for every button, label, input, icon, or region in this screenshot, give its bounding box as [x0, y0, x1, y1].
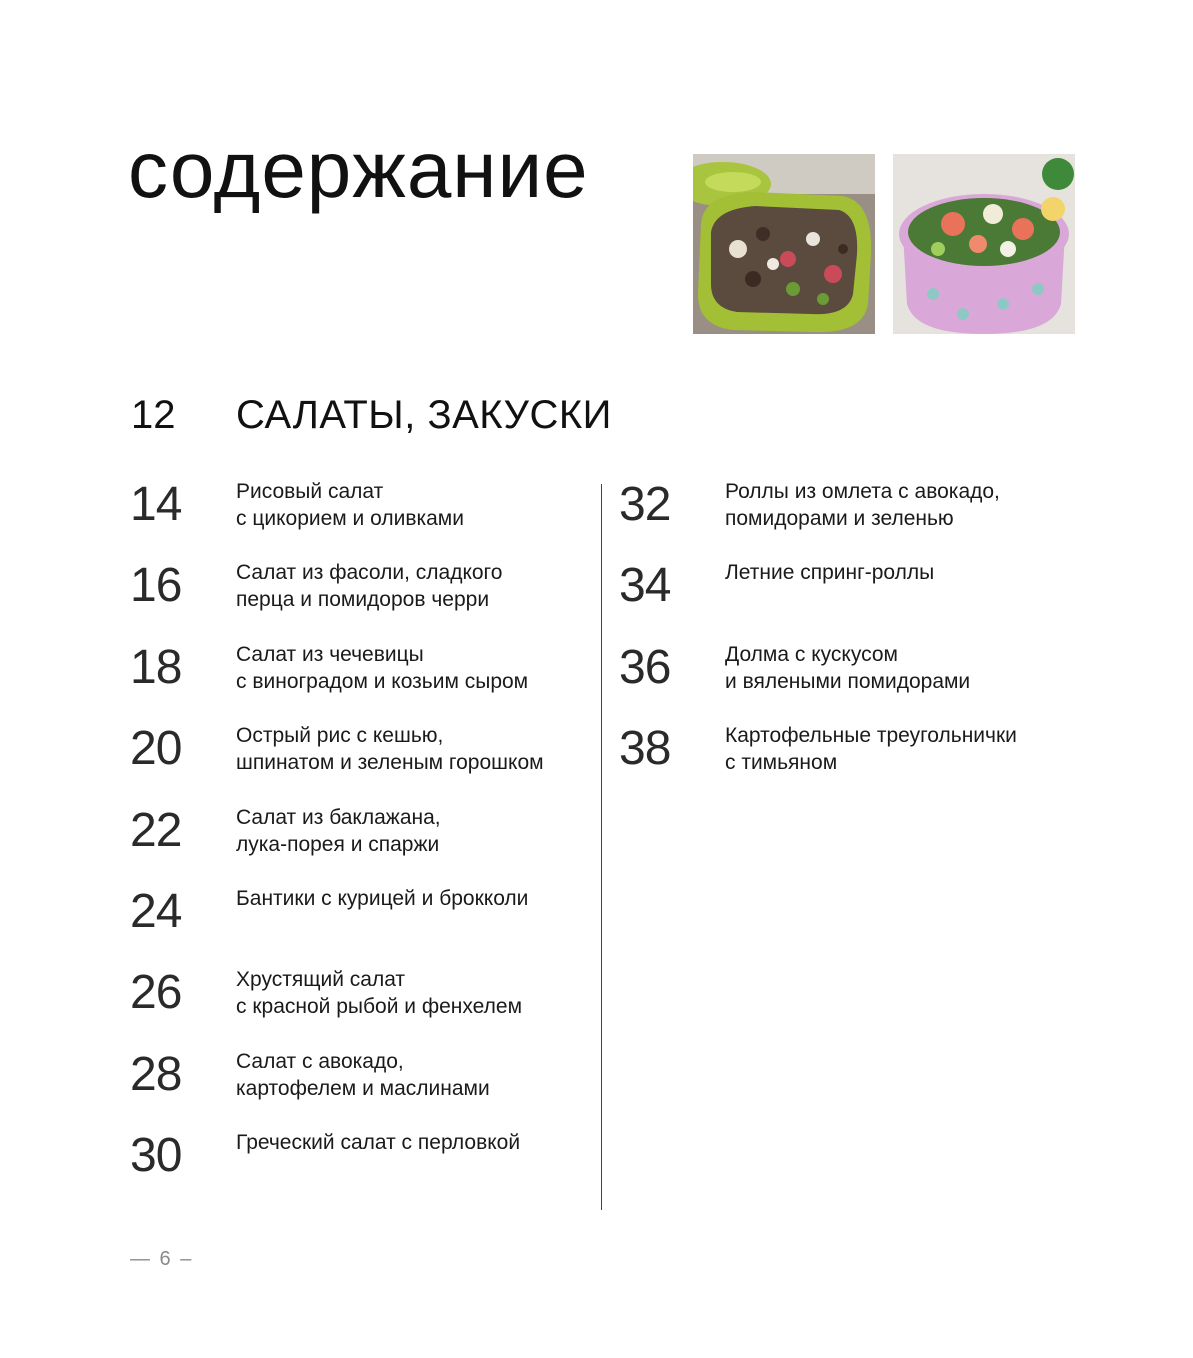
toc-page-number: 18 — [130, 640, 182, 694]
toc-entry — [130, 1048, 590, 1129]
toc-entry — [619, 478, 1079, 559]
toc-entry-title: Летние спринг-роллы — [725, 561, 935, 585]
salad-bowl-photo — [893, 154, 1075, 334]
toc-entry — [619, 722, 1079, 803]
toc-entry-title: Салат из баклажана, лука-порея и спаржи — [236, 805, 441, 856]
toc-page-number: 20 — [130, 722, 182, 776]
footer-page-number: — 6 – — [130, 1248, 194, 1270]
toc-entry-title: Салат из фасоли, сладкого перца и помидоров черри — [236, 561, 503, 612]
toc-entry — [130, 722, 590, 803]
toc-entry-title: Салат из чечевицы с виноградом и козьим сыром — [236, 642, 529, 693]
toc-page-number: 24 — [130, 884, 182, 938]
toc-entry-title: Хрустящий салат с красной рыбой и фенхелем — [236, 968, 523, 1019]
toc-entry — [619, 641, 1079, 722]
toc-page-number: 36 — [619, 640, 671, 694]
toc-page-number: 34 — [619, 559, 671, 613]
toc-entry — [130, 885, 590, 966]
toc-entry-title: Острый рис с кешью, шпинатом и зеленым горошком — [236, 724, 544, 775]
toc-entry — [130, 478, 590, 559]
toc-entry-title: Роллы из омлета с авокадо, помидорами и зеленью — [725, 480, 1000, 530]
toc-page-number: 30 — [130, 1129, 182, 1183]
section-title: САЛАТЫ, ЗАКУСКИ — [236, 393, 612, 437]
toc-entry-title: Долма с кускусом и вялеными помидорами — [725, 642, 971, 693]
page-title: содержание — [128, 125, 589, 214]
toc-right-column — [619, 478, 1079, 804]
toc-page-number: 26 — [130, 966, 182, 1020]
toc-entry-title: Картофельные треугольнички с тимьяном — [725, 724, 1017, 775]
toc-page-number: 14 — [130, 478, 182, 531]
toc-entry-title: Рисовый салат с цикорием и оливками — [236, 480, 464, 530]
column-divider — [601, 484, 602, 1210]
toc-entry-title: Бантики с курицей и брокколи — [236, 886, 529, 910]
toc-page-number: 16 — [130, 559, 182, 613]
toc-entry — [130, 1129, 590, 1210]
toc-entry — [130, 641, 590, 722]
toc-page-number: 38 — [619, 722, 671, 776]
toc-entry — [130, 804, 590, 885]
toc-left-column — [130, 478, 590, 1211]
toc-page-number: 32 — [619, 478, 671, 531]
toc-entry-title: Греческий салат с перловкой — [236, 1131, 521, 1155]
toc-entry — [130, 559, 590, 640]
toc-entry — [619, 559, 1079, 640]
toc-page-number: 28 — [130, 1047, 182, 1101]
toc-entry-title: Салат с авокадо, картофелем и маслинами — [236, 1049, 490, 1100]
section-page-number: 12 — [131, 393, 176, 437]
salad-container-photo — [693, 154, 875, 334]
toc-page-number: 22 — [130, 803, 182, 857]
toc-entry — [130, 966, 590, 1047]
